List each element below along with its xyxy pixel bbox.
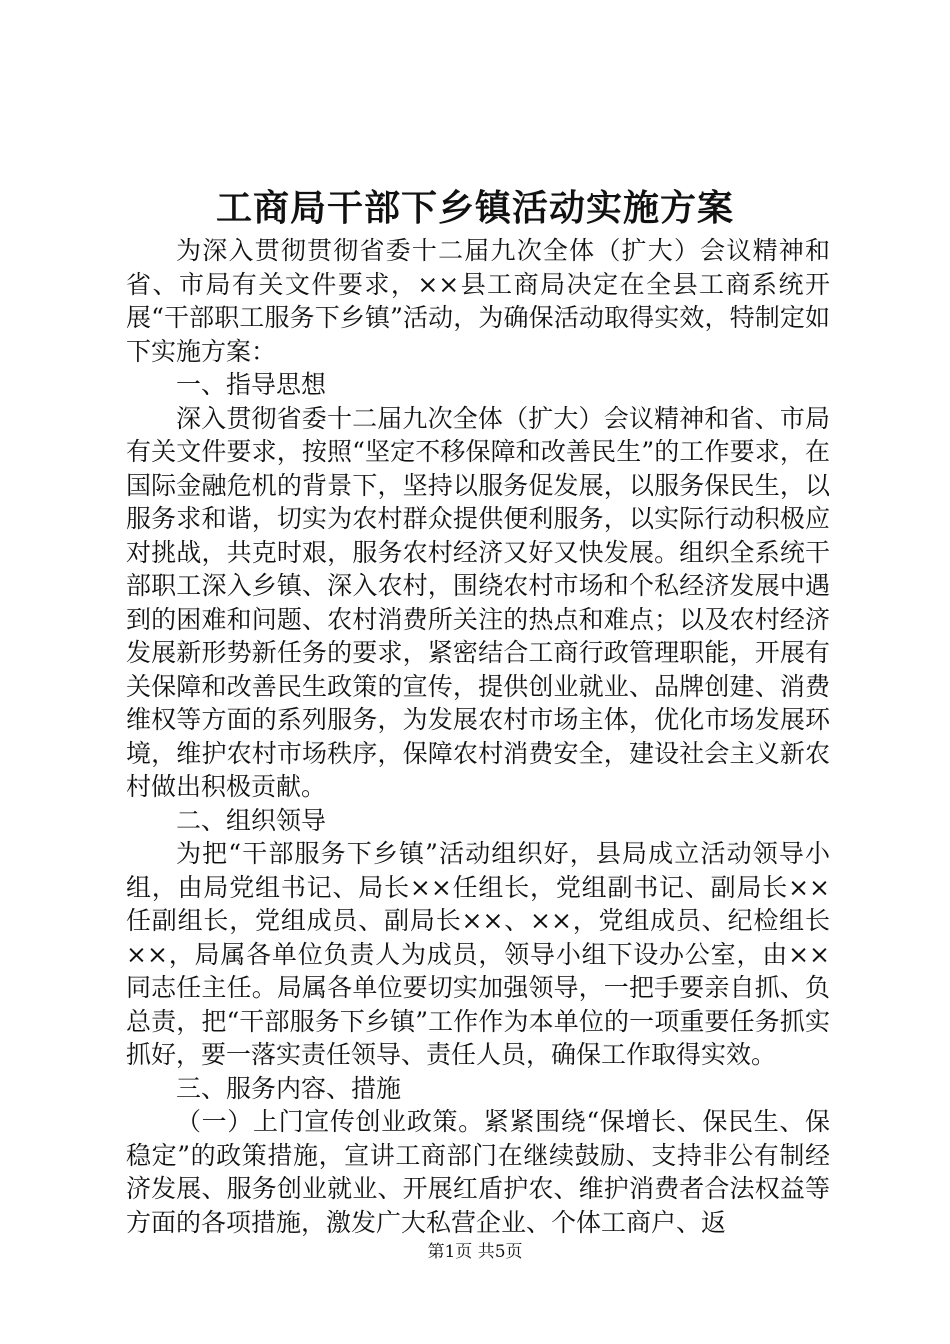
document-title: 工商局干部下乡镇活动实施方案	[215, 187, 734, 229]
document-body	[126, 234, 830, 1239]
guiding-ideology-paragraph: 深入贯彻省委十二届九次全体（扩大）会议精神和省、市局有关文件要求，按照“坚定不移保障和改善民生”的工作要求，在国际金融危机的背景下，坚持以服务促发展，以服务保民生，以服务求和谐，切实为农村群众提供便利服务，以实际行动积极应对挑战，共克时艰，服务农村经济又好又快发展。组织全系统干部职工深入乡镇、深入农村，围绕农村市场和个私经济发展中遇到的困难和问题、农村消费所关注的热点和难点；以及农村经济发展新形势新任务的要求，紧密结合工商行政管理职能，开展有关保障和改善民生政策的宣传，提供创业就业、品牌创建、消费维权等方面的系列服务，为发展农村市场主体，优化市场发展环境，维护农村市场秩序，保障农村消费安全，建设社会主义新农村做出积极贡献。	[126, 403, 830, 801]
section-heading-organization: 二、组织领导	[176, 805, 327, 835]
section-heading-guiding-ideology: 一、指导思想	[176, 370, 327, 399]
intro-paragraph: 为深入贯彻贯彻省委十二届九次全体（扩大）会议精神和省、市局有关文件要求，××县工商局决定在全县工商系统开展“干部职工服务下乡镇”活动，为确保活动取得实效，特制定如下实施方案：	[126, 236, 830, 366]
page-footer: 第1页 共5页	[427, 1242, 523, 1262]
service-item-paragraph: （一）上门宣传创业政策。紧紧围绕“保增长、保民生、保稳定”的政策措施，宣讲工商部门在继续鼓励、支持非公有制经济发展、服务创业就业、开展红盾护农、维护消费者合法权益等方面的各项措施，激发广大私营企业、个体工商户、返	[126, 1107, 830, 1237]
section-heading-service-content: 三、服务内容、措施	[176, 1073, 402, 1103]
organization-paragraph: 为把“干部服务下乡镇”活动组织好，县局成立活动领导小组，由局党组书记、局长××任组长，党组副书记、副局长××任副组长，党组成员、副局长××、××，党组成员、纪检组长××，局属各单位负责人为成员，领导小组下设办公室，由××同志任主任。局属各单位要切实加强领导，一把手要亲自抓、负总责，把“干部服务下乡镇”工作作为本单位的一项重要任务抓实抓好，要一落实责任领导、责任人员，确保工作取得实效。	[126, 839, 830, 1069]
